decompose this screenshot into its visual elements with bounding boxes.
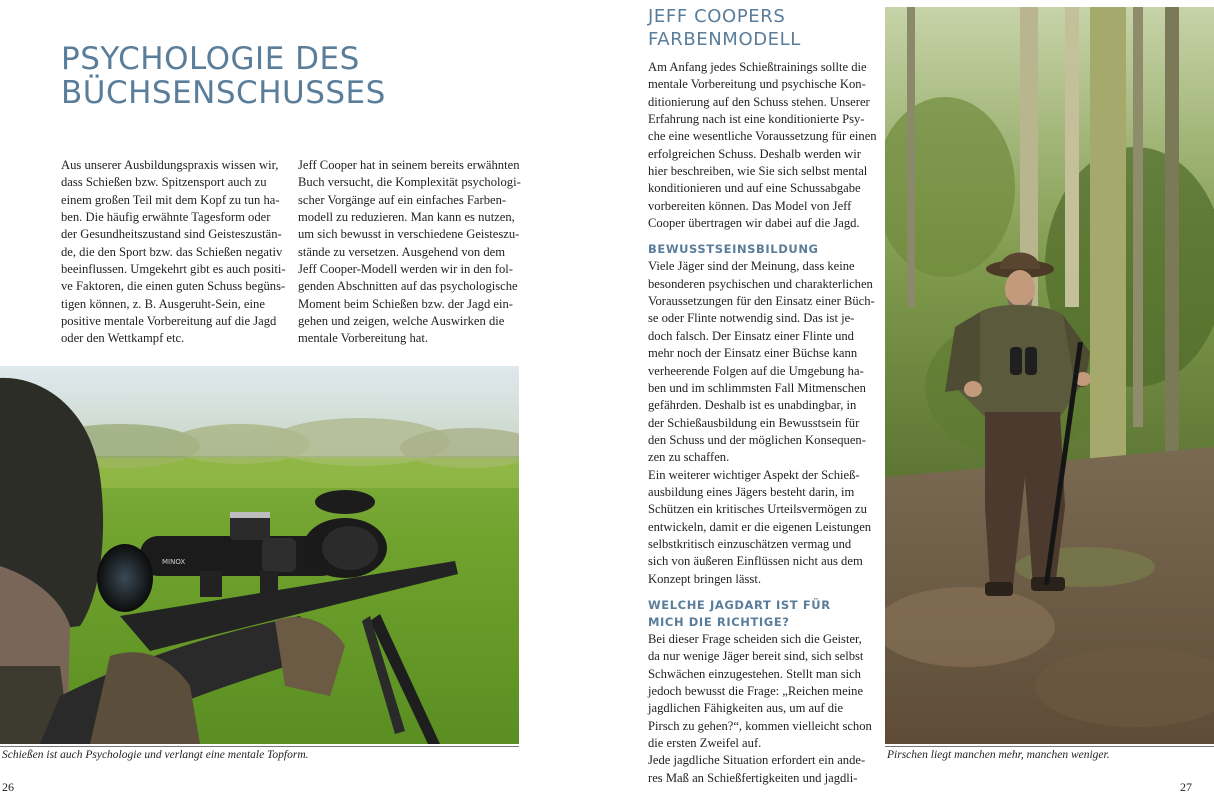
text-line: gefährden. Deshalb ist es unabdingbar, in — [648, 398, 857, 413]
chapter-title-line: BÜCHSENSCHUSSES — [61, 75, 386, 111]
text-line: che eine wesentliche Voraussetzung für einen — [648, 129, 877, 144]
text-line: Jeff Cooper hat in seinem bereits erwähnten — [298, 158, 520, 172]
text-line: stände zu versetzen. Ausgehend von dem — [298, 244, 506, 259]
text-line: der Schießausbildung ein Bewusstsein für — [648, 415, 860, 430]
text-line: Pirsch zu gehen?“, kommen vielleicht schon — [648, 718, 872, 733]
chapter-title-line: PSYCHOLOGIE DES — [61, 41, 360, 77]
text-line: doch falsch. Der Einsatz einer Flinte und — [648, 328, 854, 343]
text-line: beeinflussen. Umgekehrt gibt es auch positi- — [61, 262, 286, 277]
text-line: Schwächen einzugestehen. Stellt man sich — [648, 666, 861, 681]
subheading-jagdart: WELCHE JAGDART IST FÜR — [648, 597, 831, 612]
text-column-1 — [61, 157, 286, 348]
text-line: die ersten Zweifel auf. — [648, 736, 762, 751]
rifle-scope-photo — [0, 366, 519, 744]
text-line: mentale Vorbereitung hat. — [298, 331, 428, 346]
text-line: se oder Flinte notwendig sind. Das ist je- — [648, 311, 855, 326]
text-line: sich von äußeren Einflüssen nicht aus dem — [648, 554, 863, 569]
text-line: mentale Vorbereitung und psychische Kon- — [648, 77, 866, 92]
caption-rule-right — [885, 746, 1214, 747]
text-line: ben und im schlimmsten Fall Mitmenschen — [648, 380, 866, 395]
text-line: verheerende Folgen auf die Umgebung ha- — [648, 363, 864, 378]
section-title — [648, 5, 801, 51]
text-line: dass Schießen bzw. Spitzensport auch zu — [61, 175, 267, 190]
text-line: Ein weiterer wichtiger Aspekt der Schieß- — [648, 467, 860, 482]
text-line: entwickeln, damit er die eigenen Leistungen — [648, 519, 872, 534]
text-line: erfolgreichen Schuss. Deshalb werden wir — [648, 146, 861, 161]
text-line: Aus unserer Ausbildungspraxis wissen wir, — [61, 158, 279, 172]
text-line: den Schuss und der möglichen Konsequen- — [648, 432, 866, 447]
text-line: ben. Die häufig erwähnte Tagesform oder — [61, 210, 271, 225]
subheading-bewusstseinsbildung: BEWUSSTSEINSBILDUNG — [648, 242, 819, 257]
text-line: mehr noch der Einsatz einer Büchse kann — [648, 346, 858, 361]
hunter-forest-photo — [885, 7, 1214, 744]
text-line: ausbildung eines Jägers besteht darin, im — [648, 484, 855, 499]
scope-brand: MINOX — [162, 558, 186, 566]
text-line: Cooper übertragen wir dabei auf die Jagd. — [648, 216, 860, 231]
photo-caption-left: Schießen ist auch Psychologie und verlangt eine mentale Topform. — [2, 749, 309, 761]
text-line: Erfahrung nach ist eine konditionierte Psy- — [648, 112, 865, 127]
chapter-title — [61, 42, 581, 110]
text-line: hier beschreiben, wie Sie sich selbst mental — [648, 164, 868, 179]
text-line: tigen können, z. B. Ausgeruht-Sein, eine — [61, 296, 265, 311]
text-line: selbstkritisch einzuschätzen vermag und — [648, 536, 852, 551]
caption-rule-left — [0, 746, 519, 747]
text-line: ditionierung auf den Schuss stehen. Unserer — [648, 94, 870, 109]
text-line: Voraussetzungen für den Einsatz einer Büch- — [648, 294, 875, 309]
text-line: Jede jagdliche Situation erfordert ein ande- — [648, 753, 866, 768]
text-line: jedoch bewusst die Frage: „Reichen meine — [648, 684, 864, 698]
text-line: zen zu schaffen. — [648, 450, 730, 465]
text-line: besonderen psychischen und charakterlichen — [648, 276, 873, 291]
text-line: Schützen ein kritisches Urteilsvermögen zu — [648, 502, 867, 517]
text-line: vorbereiten können. Das Model von Jeff — [648, 198, 852, 213]
subheading-jagdart: MICH DIE RICHTIGE? — [648, 614, 790, 629]
text-line: Buch versucht, die Komplexität psychologi- — [298, 175, 521, 190]
text-column-2 — [298, 157, 523, 348]
text-line: Bei dieser Frage scheiden sich die Geister, — [648, 631, 862, 646]
text-line: de, die den Sport bzw. das Schießen negativ — [61, 244, 283, 259]
photo-caption-right: Pirschen liegt manchen mehr, manchen weniger. — [887, 749, 1110, 761]
text-line: konditionieren und auf eine Schussabgabe — [648, 181, 861, 196]
text-line: ve Faktoren, die einen guten Schuss begüns- — [61, 279, 286, 294]
text-line: gehen und zeigen, welche Auswirken die — [298, 314, 505, 329]
text-column-3 — [648, 59, 877, 787]
section-title-line: JEFF COOPERS — [648, 6, 786, 27]
text-line: scher Vorgänge auf ein einfaches Farben- — [298, 192, 507, 207]
page-number-left: 26 — [2, 780, 14, 794]
text-line: Am Anfang jedes Schießtrainings sollte die — [648, 60, 867, 74]
text-line: oder den Wettkampf etc. — [61, 331, 185, 346]
text-line: Jeff Cooper-Modell werden wir in den fol- — [298, 262, 513, 277]
page-number-right: 27 — [1180, 780, 1192, 794]
text-line: genden Abschnitten auf das psychologische — [298, 279, 518, 294]
text-line: modell zu reduzieren. Man kann es nutzen, — [298, 210, 515, 225]
text-line: einem großen Teil mit dem Kopf zu tun ha- — [61, 192, 280, 207]
text-line: jagdlichen Fähigkeiten aus, um auf die — [648, 701, 844, 716]
text-line: um sich bewusst in verschiedene Geisteszu- — [298, 227, 520, 242]
text-line: der Gesundheitszustand sind Geisteszustän- — [61, 227, 282, 242]
section-title-line: FARBENMODELL — [648, 29, 801, 50]
text-line: da nur wenige Jäger bereit sind, sich selbst — [648, 649, 864, 664]
text-line: res Maß an Schießfertigkeiten und jagdli- — [648, 770, 858, 785]
text-line: positive mentale Vorbereitung auf die Jagd — [61, 314, 277, 329]
text-line: Konzept bringen lässt. — [648, 571, 761, 586]
text-line: Moment beim Schießen bzw. der Jagd ein- — [298, 296, 513, 311]
text-line: Viele Jäger sind der Meinung, dass keine — [648, 259, 855, 274]
